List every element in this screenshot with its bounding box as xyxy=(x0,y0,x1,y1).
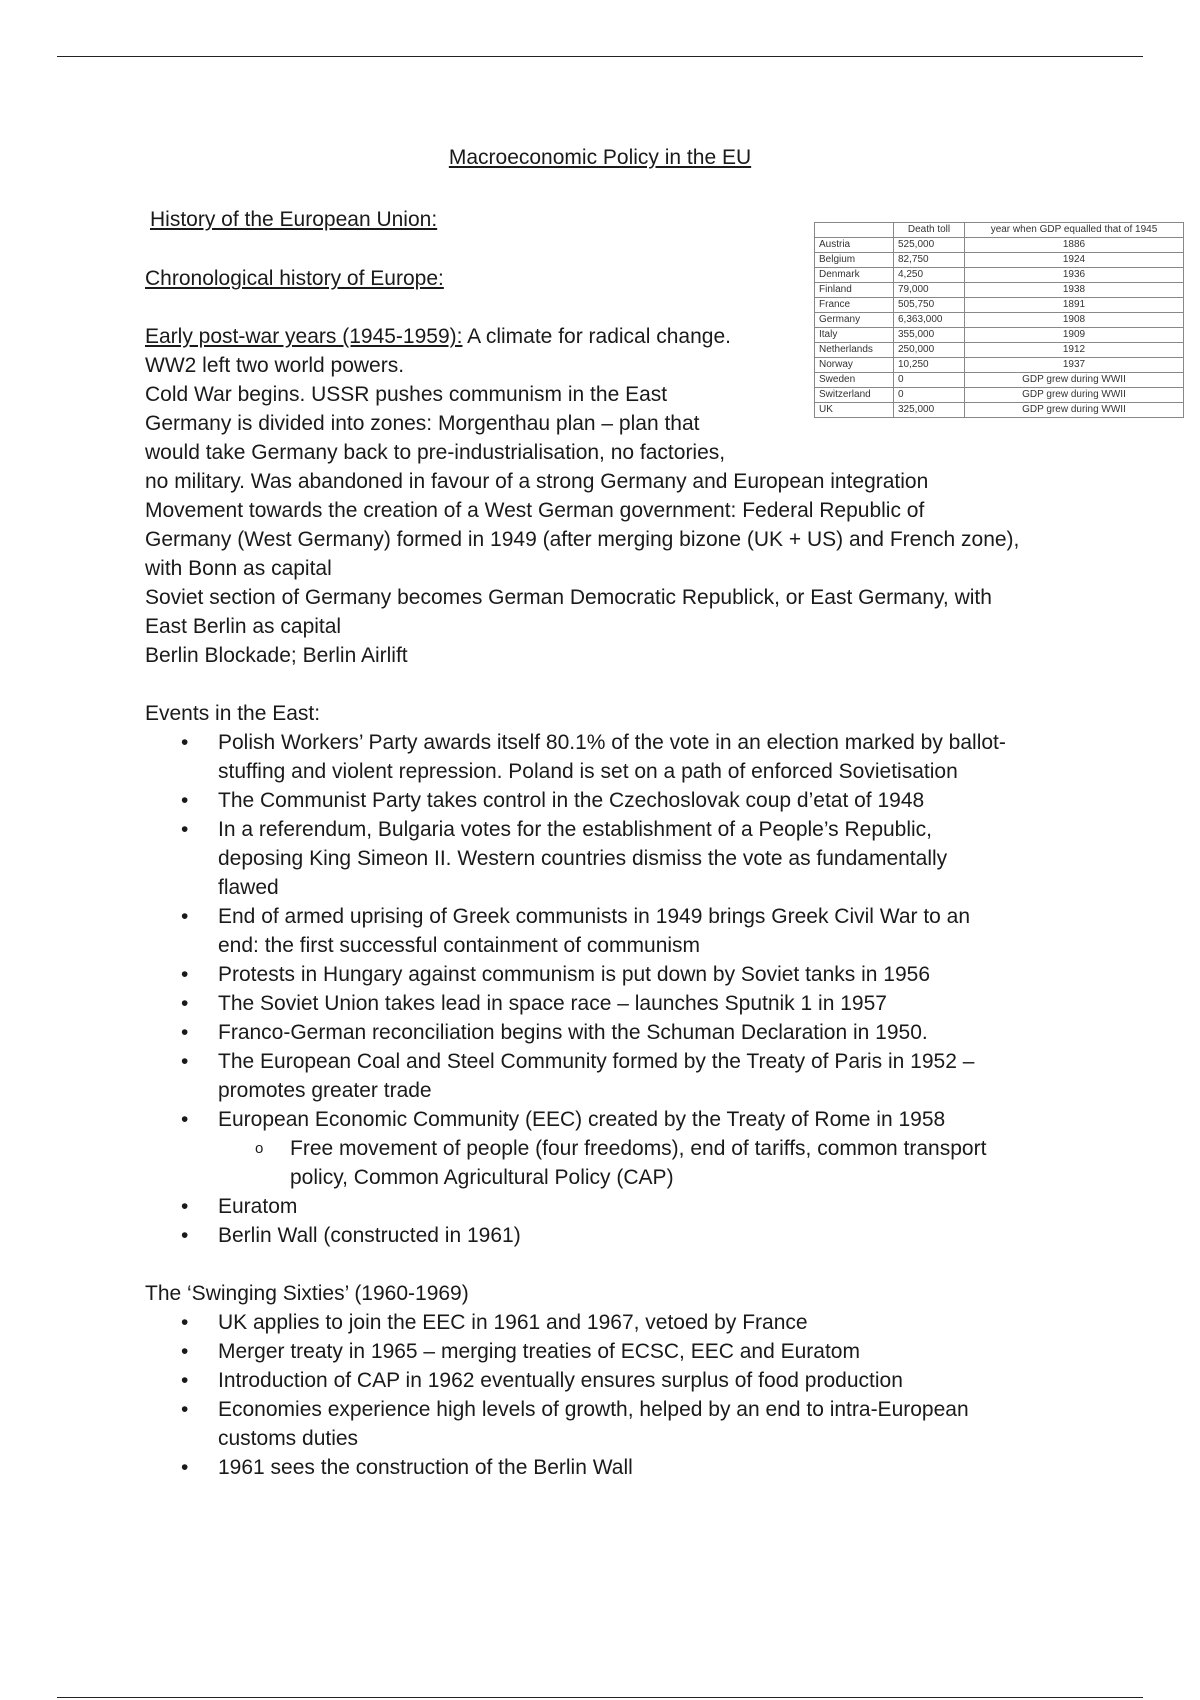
table-cell: GDP grew during WWII xyxy=(965,373,1184,388)
sixties-heading: The ‘Swinging Sixties’ (1960-1969) xyxy=(145,1282,469,1305)
table-cell: 1886 xyxy=(965,238,1184,253)
chrono-heading: Chronological history of Europe: xyxy=(145,267,444,290)
table-cell: 0 xyxy=(894,388,965,403)
body-line: Movement towards the creation of a West German government: Federal Republic of xyxy=(145,499,925,522)
list-item: • Protests in Hungary against communism is put down by Soviet tanks in 1956 xyxy=(145,960,1065,989)
header-rule xyxy=(57,56,1143,57)
table-cell: Switzerland xyxy=(815,388,894,403)
table-cell: 6,363,000 xyxy=(894,313,965,328)
list-item: • European Economic Community (EEC) created by the Treaty of Rome in 1958 xyxy=(145,1105,1065,1134)
body-line: Cold War begins. USSR pushes communism in the East xyxy=(145,383,668,406)
list-item: • The European Coal and Steel Community formed by the Treaty of Paris in 1952 – promotes greater trade xyxy=(145,1047,1065,1105)
table-row xyxy=(815,283,1184,298)
table-cell: Denmark xyxy=(815,268,894,283)
table-cell: 355,000 xyxy=(894,328,965,343)
table-cell: Sweden xyxy=(815,373,894,388)
table-row xyxy=(815,253,1184,268)
list-item: • Economies experience high levels of growth, helped by an end to intra-European customs duties xyxy=(145,1395,1065,1453)
table-cell: France xyxy=(815,298,894,313)
table-cell: Germany xyxy=(815,313,894,328)
eec-sublist xyxy=(145,1134,1065,1192)
table-cell: UK xyxy=(815,403,894,418)
list-item: • The Communist Party takes control in the Czechoslovak coup d’etat of 1948 xyxy=(145,786,1065,815)
table-cell: 4,250 xyxy=(894,268,965,283)
list-item: • UK applies to join the EEC in 1961 and 1967, vetoed by France xyxy=(145,1308,1065,1337)
table-cell: 1908 xyxy=(965,313,1184,328)
table-cell: 250,000 xyxy=(894,343,965,358)
early-heading-rest: A climate for radical change. xyxy=(462,325,731,348)
table-cell: 1891 xyxy=(965,298,1184,313)
body-line: no military. Was abandoned in favour of a strong Germany and European integration xyxy=(145,470,929,493)
table-cell: GDP grew during WWII xyxy=(965,388,1184,403)
table-cell: 1937 xyxy=(965,358,1184,373)
list-item: • Polish Workers’ Party awards itself 80.1% of the vote in an election marked by ballot- stuffing and violent repression. Poland is set on a path of enforced Sovietisation xyxy=(145,728,1065,786)
body-line: Soviet section of Germany becomes German Democratic Republick, or East Germany, with xyxy=(145,586,992,609)
list-item: • End of armed uprising of Greek communists in 1949 brings Greek Civil War to an end: the first successful containment of communism xyxy=(145,902,1065,960)
table-cell: 325,000 xyxy=(894,403,965,418)
history-heading: History of the European Union: xyxy=(150,208,438,231)
table-row xyxy=(815,298,1184,313)
table-cell: 1909 xyxy=(965,328,1184,343)
list-item: • Franco-German reconciliation begins with the Schuman Declaration in 1950. xyxy=(145,1018,1065,1047)
sub-list-item: o Free movement of people (four freedoms), end of tariffs, common transport policy, Common Agricultural Policy (CAP) xyxy=(145,1134,1065,1192)
table-header-cell: year when GDP equalled that of 1945 xyxy=(965,223,1184,238)
list-item: • 1961 sees the construction of the Berlin Wall xyxy=(145,1453,1065,1482)
list-item: • Euratom xyxy=(145,1192,1065,1221)
table-cell: Italy xyxy=(815,328,894,343)
list-item: • Merger treaty in 1965 – merging treaties of ECSC, EEC and Euratom xyxy=(145,1337,1065,1366)
body-line: would take Germany back to pre-industrialisation, no factories, xyxy=(145,441,726,464)
table-cell: Belgium xyxy=(815,253,894,268)
table-cell: 0 xyxy=(894,373,965,388)
table-cell: 79,000 xyxy=(894,283,965,298)
table-cell: 525,000 xyxy=(894,238,965,253)
table-cell: Netherlands xyxy=(815,343,894,358)
table-cell: 1938 xyxy=(965,283,1184,298)
table-cell: Norway xyxy=(815,358,894,373)
body-line: WW2 left two world powers. xyxy=(145,354,405,377)
table-cell: 1924 xyxy=(965,253,1184,268)
body-line: Germany (West Germany) formed in 1949 (after merging bizone (UK + US) and French zone), xyxy=(145,528,1020,551)
table-cell: 1936 xyxy=(965,268,1184,283)
table-header-cell xyxy=(815,223,894,238)
table-header-cell: Death toll xyxy=(894,223,965,238)
body-line: Germany is divided into zones: Morgenthau plan – plan that xyxy=(145,412,700,435)
footer-rule xyxy=(57,1697,1143,1698)
table-cell: Austria xyxy=(815,238,894,253)
body-line: East Berlin as capital xyxy=(145,615,342,638)
table-row xyxy=(815,238,1184,253)
table-row xyxy=(815,268,1184,283)
list-item: • Introduction of CAP in 1962 eventually ensures surplus of food production xyxy=(145,1366,1065,1395)
table-header-row xyxy=(815,223,1184,238)
list-item: • Berlin Wall (constructed in 1961) xyxy=(145,1221,1065,1250)
early-heading-line xyxy=(145,322,1065,351)
table-cell: 1912 xyxy=(965,343,1184,358)
page-title: Macroeconomic Policy in the EU xyxy=(448,146,752,169)
body-line: with Bonn as capital xyxy=(145,557,332,580)
east-list-cont xyxy=(145,1192,1065,1250)
table-cell: Finland xyxy=(815,283,894,298)
body-line: Berlin Blockade; Berlin Airlift xyxy=(145,644,408,667)
sixties-list xyxy=(145,1308,1065,1482)
list-item: • The Soviet Union takes lead in space race – launches Sputnik 1 in 1957 xyxy=(145,989,1065,1018)
list-item: • In a referendum, Bulgaria votes for the establishment of a People’s Republic, deposing King Simeon II. Western countries dismiss the vote as fundamentally flawed xyxy=(145,815,1065,902)
early-heading: Early post-war years (1945-1959): xyxy=(145,325,463,348)
table-cell: GDP grew during WWII xyxy=(965,403,1184,418)
east-list xyxy=(145,728,1065,1134)
east-heading: Events in the East: xyxy=(145,702,321,725)
main-body xyxy=(145,322,1065,1482)
table-cell: 82,750 xyxy=(894,253,965,268)
table-cell: 10,250 xyxy=(894,358,965,373)
table-cell: 505,750 xyxy=(894,298,965,313)
